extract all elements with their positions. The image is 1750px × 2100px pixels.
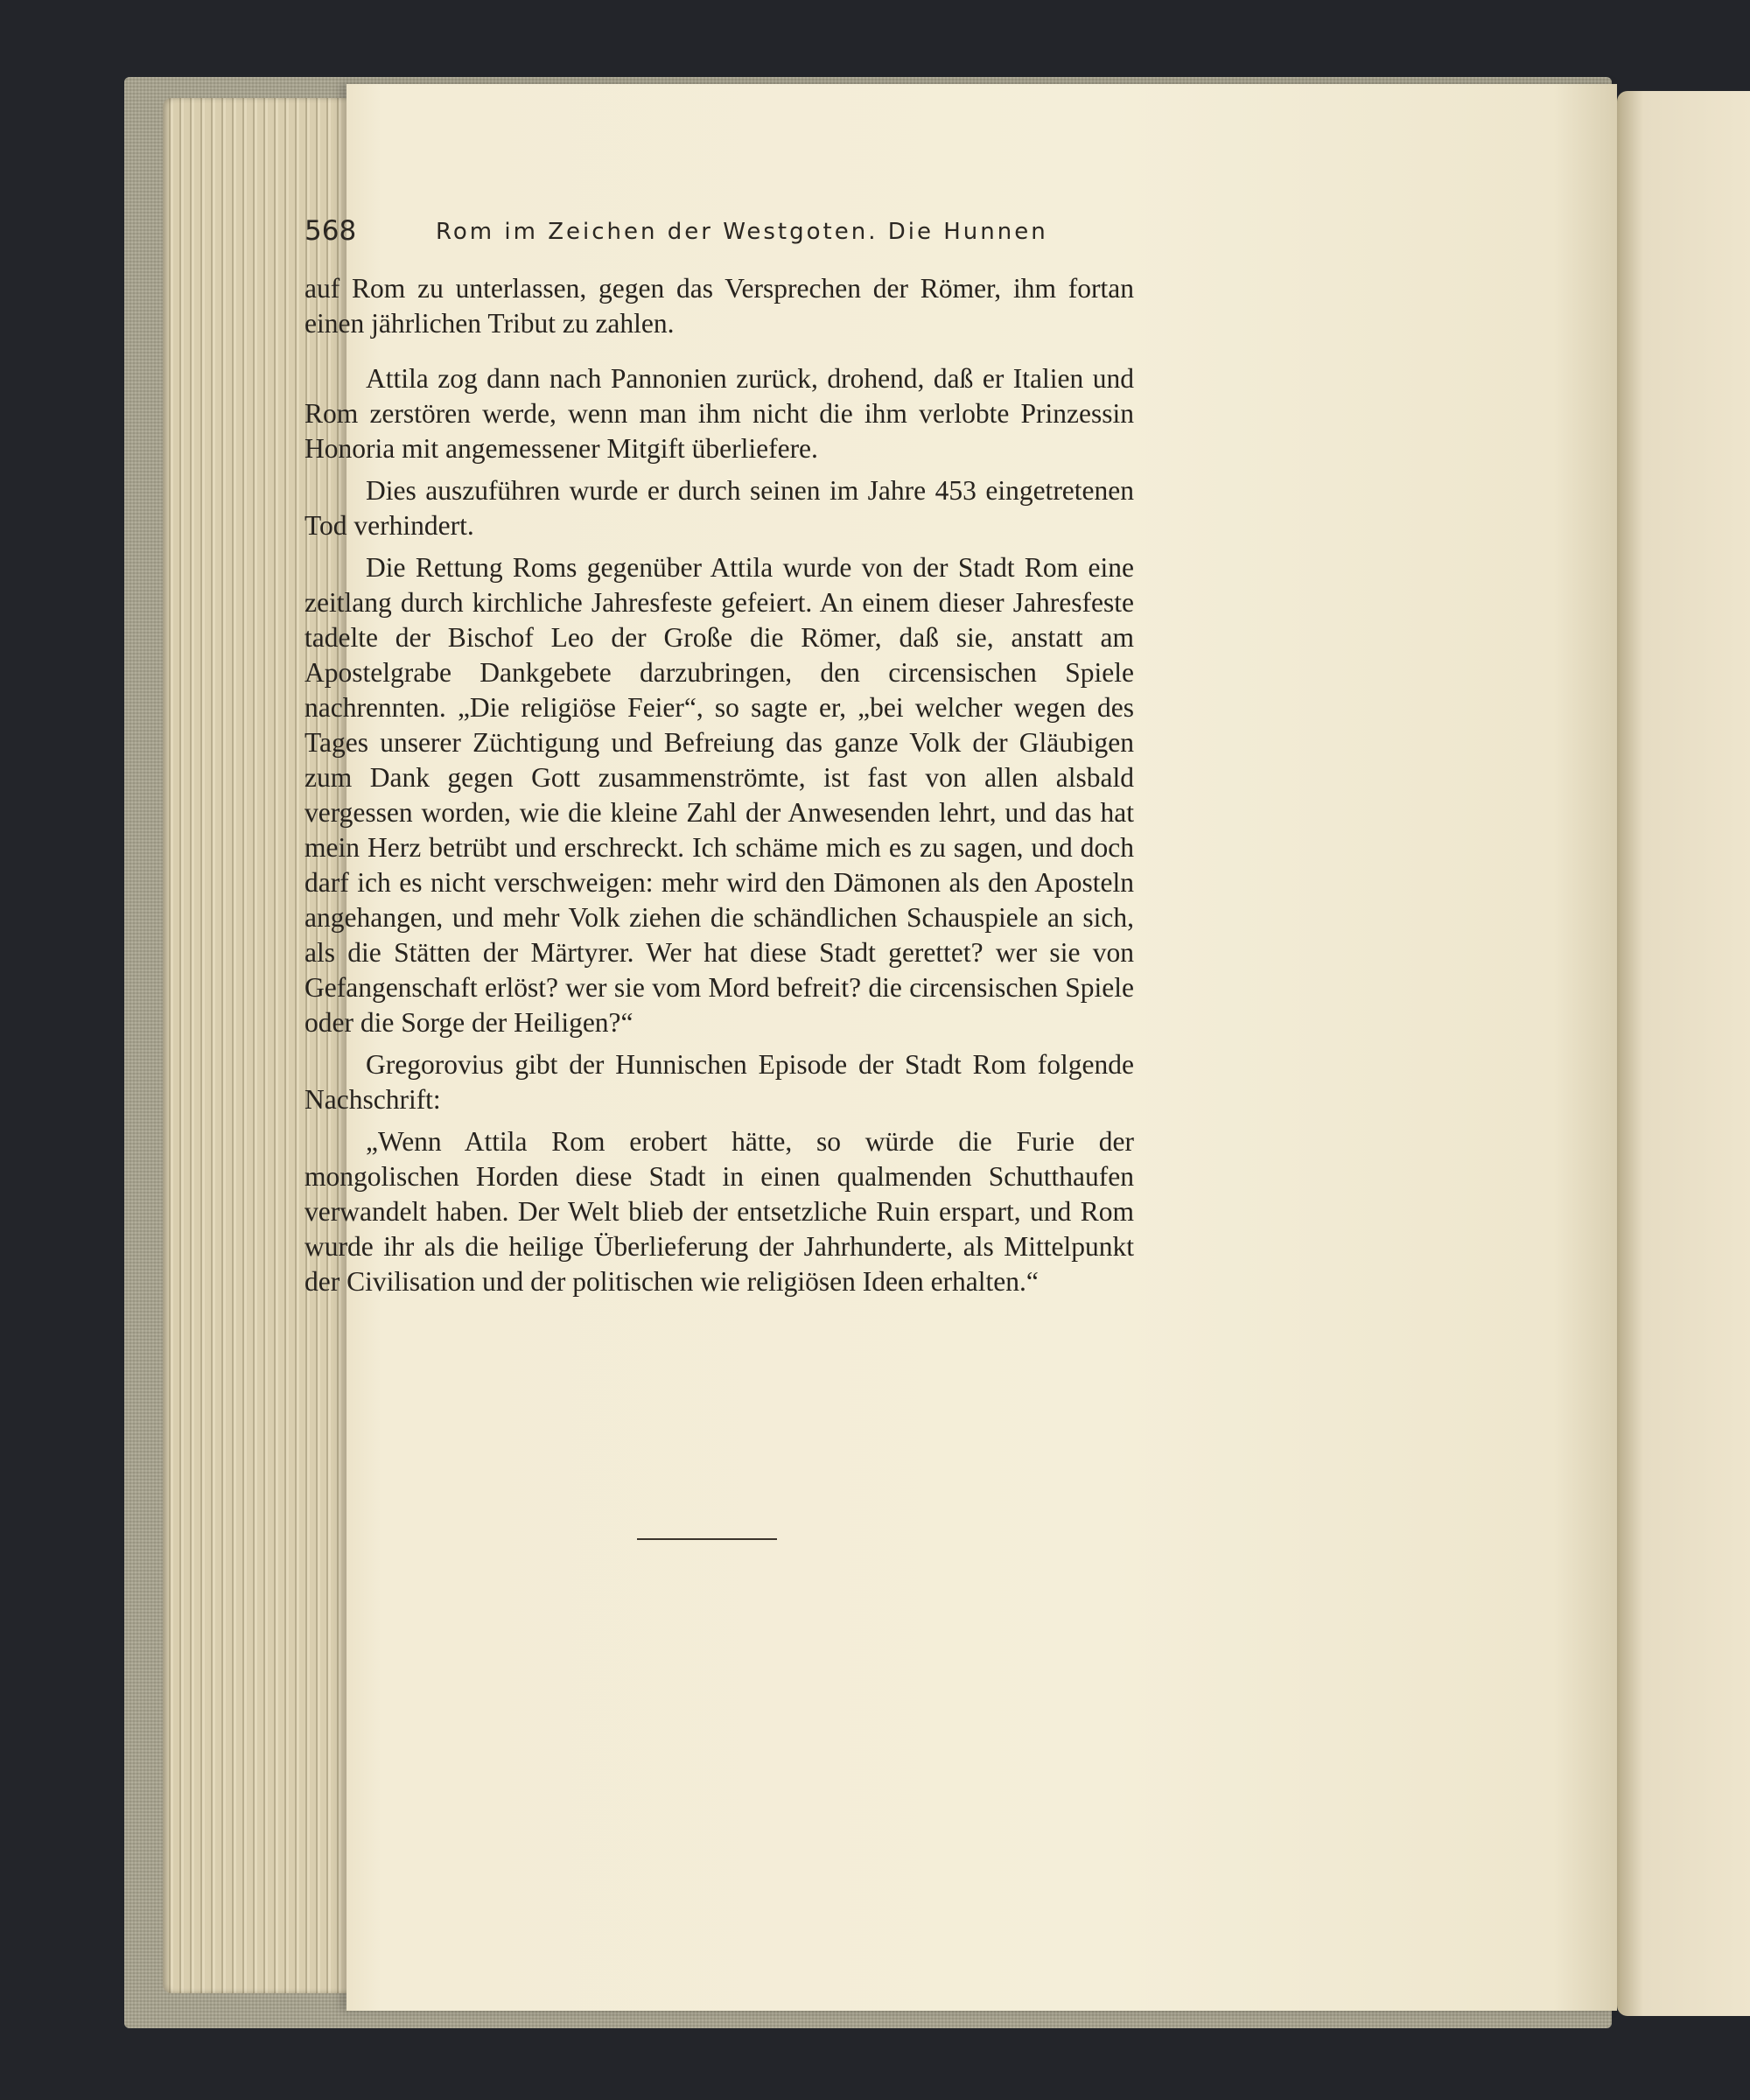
page-header [304, 215, 1354, 268]
paragraph: Die Rettung Roms gegenüber Attila wurde von der Stadt Rom eine zeitlang durch kirchliche Jahresfeste gefeiert. An einem dieser Jahresfeste tadelte der Bischof Leo der Große die Römer, daß sie, anstatt am Apostelgrabe Dankgebete darzubringen, den circensischen Spiele nachrennten. „Die religiöse Feier“, so sagte er, „bei welcher wegen des Tages unserer Züchtigung und Befreiung das ganze Volk der Gläubigen zum Dank gegen Gott zusammenströmte, ist fast von allen alsbald vergessen worden, wie die kleine Zahl der Anwesenden lehrt, und das hat mein Herz betrübt und erschreckt. Ich schäme mich es zu sagen, und doch darf ich es nicht verschweigen: mehr wird den Dämonen als den Aposteln angehangen, und mehr Volk ziehen die schändlichen Schauspiele an sich, als die Stätten der Märtyrer. Wer hat diese Stadt gerettet? wer sie von Gefangenschaft erlöst? wer sie vom Mord befreit? die circensischen Spiele oder die Sorge der Heiligen?“ [304, 552, 1134, 1038]
section-end-rule [637, 1538, 777, 1540]
page-number: 568 [304, 215, 357, 247]
paragraph: Gregorovius gibt der Hunnischen Episode der Stadt Rom folgende Nachschrift: [304, 1049, 1134, 1115]
paragraph: „Wenn Attila Rom erobert hätte, so würde die Furie der mongolischen Horden diese Stadt in einen qualmenden Schutthaufen verwandelt haben. Der Welt blieb der entsetzliche Ruin erspart, und Rom wurde ihr als die heilige Überlieferung der Jahrhunderte, als Mittelpunkt der Civilisation und der politischen wie religiösen Ideen erhalten.“ [304, 1126, 1134, 1297]
facing-page-edge [1617, 91, 1750, 2016]
running-title: Rom im Zeichen der Westgoten. Die Hunnen [436, 219, 1048, 245]
paragraph: Dies auszuführen wurde er durch seinen im Jahre 453 eingetretenen Tod verhindert. [304, 475, 1134, 541]
page-body [304, 271, 1134, 1299]
paragraph: Attila zog dann nach Pannonien zurück, drohend, daß er Italien und Rom zerstören werde, wenn man ihm nicht die ihm verlobte Prinzessin Honoria mit angemessener Mitgift überliefere. [304, 363, 1134, 464]
paragraph: auf Rom zu unterlassen, gegen das Versprechen der Römer, ihm fortan einen jährlichen Tribut zu zahlen. [304, 273, 1134, 339]
